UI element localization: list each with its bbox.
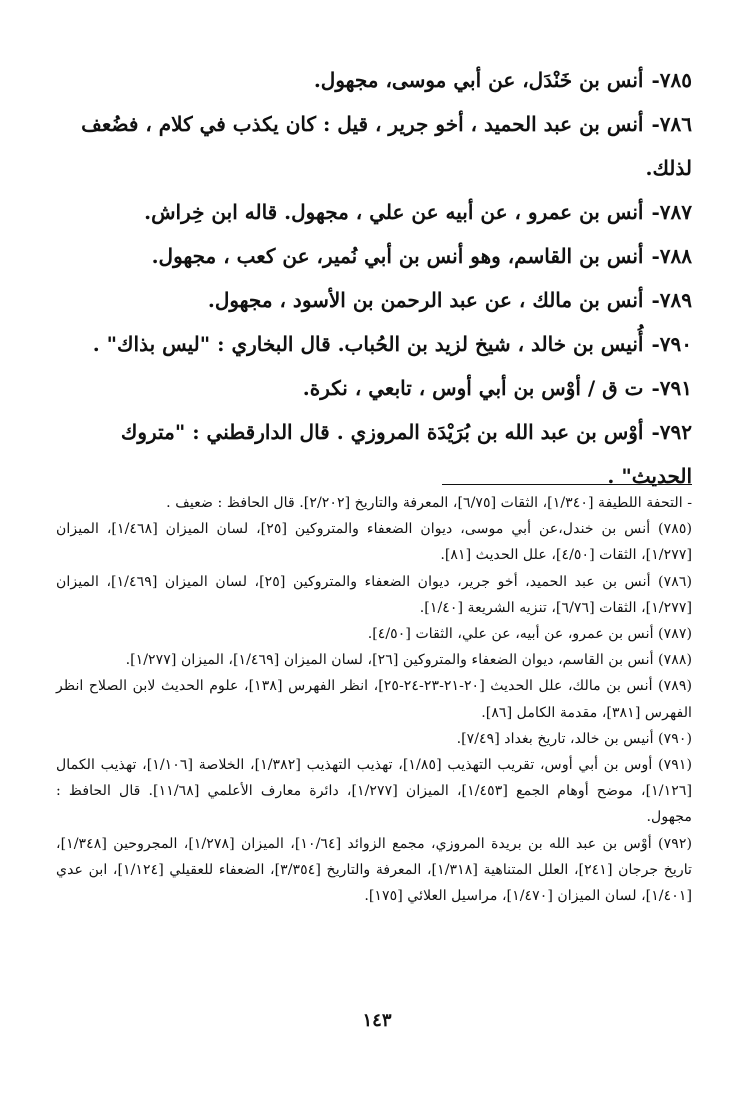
footnote-785: (٧٨٥) أنس بن خندل،عن أبي موسى، ديوان الضعفاء والمتروكين [٢٥]، لسان الميزان [١/٤٦٨]، الميزان [١/٢٧٧]، الثقات [٤/٥٠]، علل الحديث [٨١].: [56, 521, 692, 564]
entry-790: [56, 322, 692, 366]
entry-number: ٧٨٧-: [651, 200, 692, 224]
entry-text: أُنيس بن خالد ، شيخ لزيد بن الحُباب. قال البخاري : "ليس بذاك" .: [92, 332, 644, 356]
footnote-791: (٧٩١) أوس بن أبي أوس، تقريب التهذيب [١/٨٥]، تهذيب التهذيب [١/٣٨٢]، الخلاصة [١/١٠٦]، تهذيب الكمال [١/١٢٦]، موضح أوهام الجمع [١/٤٥٣]، الميزان [١/٢٧٧]، دائرة معارف الأعلمي [١١/٦٨]. قال الحافظ : مجهول.: [56, 757, 693, 826]
entry-787: [56, 190, 692, 234]
footnote-789: (٧٨٩) أنس بن مالك، علل الحديث [٢٠-٢١-٢٣-٢٤-٢٥]، انظر الفهرس [١٣٨]، علوم الحديث لابن الصلاح انظر الفهرس [٣٨١]، مقدمة الكامل [٨٦].: [56, 678, 692, 721]
footnote-divider: [442, 484, 692, 485]
footnote-788: (٧٨٨) أنس بن القاسم، ديوان الضعفاء والمتروكين [٢٦]، لسان الميزان [١/٤٦٩]، الميزان [١/٢٧٧].: [125, 652, 692, 669]
entry-text: ت ق / أوْس بن أبي أوس ، تابعي ، نكرة.: [302, 376, 644, 400]
entry-number: ٧٩٠-: [651, 332, 692, 356]
entries-list: [56, 58, 692, 498]
footnote-intro: - التحفة اللطيفة [١/٣٤٠]، الثقات [٦/٧٥]، المعرفة والتاريخ [٢/٢٠٢]. قال الحافظ : ضعيف .: [166, 495, 692, 511]
entry-text: أنس بن عبد الحميد ، أخو جرير ، قيل : كان يكذب في كلام ، فضُعف لذلك.: [81, 112, 692, 180]
footnote-786: (٧٨٦) أنس بن عبد الحميد، أخو جرير، ديوان الضعفاء والمتروكين [٢٥]، لسان الميزان [١/٤٦٩]، الميزان [١/٢٧٧]، الثقات [٦/٧٦]، تنزيه الشريعة [١/٤٠].: [56, 573, 693, 616]
entry-number: ٧٩١-: [651, 376, 692, 400]
footnote-790: (٧٩٠) أنيس بن خالد، تاريخ بغداد [٧/٤٩].: [456, 730, 692, 747]
entry-791: [56, 366, 692, 410]
footnote-787: (٧٨٧) أنس بن عمرو، عن أبيه، عن علي، الثقات [٤/٥٠].: [367, 626, 692, 643]
entry-number: ٧٨٩-: [651, 288, 692, 312]
entry-number: ٧٨٨-: [651, 244, 692, 268]
entry-text: أنس بن القاسم، وهو أنس بن أبي نُمير، عن كعب ، مجهول.: [151, 244, 644, 268]
page-number: ١٤٣: [362, 1010, 392, 1031]
entry-number: ٧٩٢-: [651, 420, 692, 444]
footnotes: [56, 490, 692, 909]
entry-number: ٧٨٥-: [651, 68, 692, 92]
entry-text: أوْس بن عبد الله بن بُرَيْدَة المروزي . قال الدارقطني : "متروك الحديث" .: [120, 420, 692, 488]
entry-text: أنس بن عمرو ، عن أبيه عن علي ، مجهول. قاله ابن خِراش.: [144, 200, 644, 224]
entry-text: أنس بن مالك ، عن عبد الرحمن بن الأسود ، مجهول.: [207, 288, 644, 312]
entry-number: ٧٨٦-: [651, 112, 692, 136]
entry-786: [56, 102, 692, 190]
entry-788: [56, 234, 692, 278]
entry-789: [56, 278, 692, 322]
entry-785: [56, 58, 692, 102]
entry-text: أنس بن خَنْدَل، عن أبي موسى، مجهول.: [313, 68, 644, 92]
footnote-792: (٧٩٢) أوْس بن عبد الله بن بريدة المروزي، مجمع الزوائد [١٠/٦٤]، الميزان [١/٢٧٨]، المجروحين [١/٣٤٨]، تاريخ جرجان [٢٤١]، العلل المتناهية [١/٣١٨]، المعرفة والتاريخ [٣/٣٥٤]، الضعفاء للعقيلي [١/١٢٤]، ابن عدي [١/٤٠١]، لسان الميزان [١/٤٧٠]، مراسيل العلائي [١٧٥].: [56, 835, 693, 905]
